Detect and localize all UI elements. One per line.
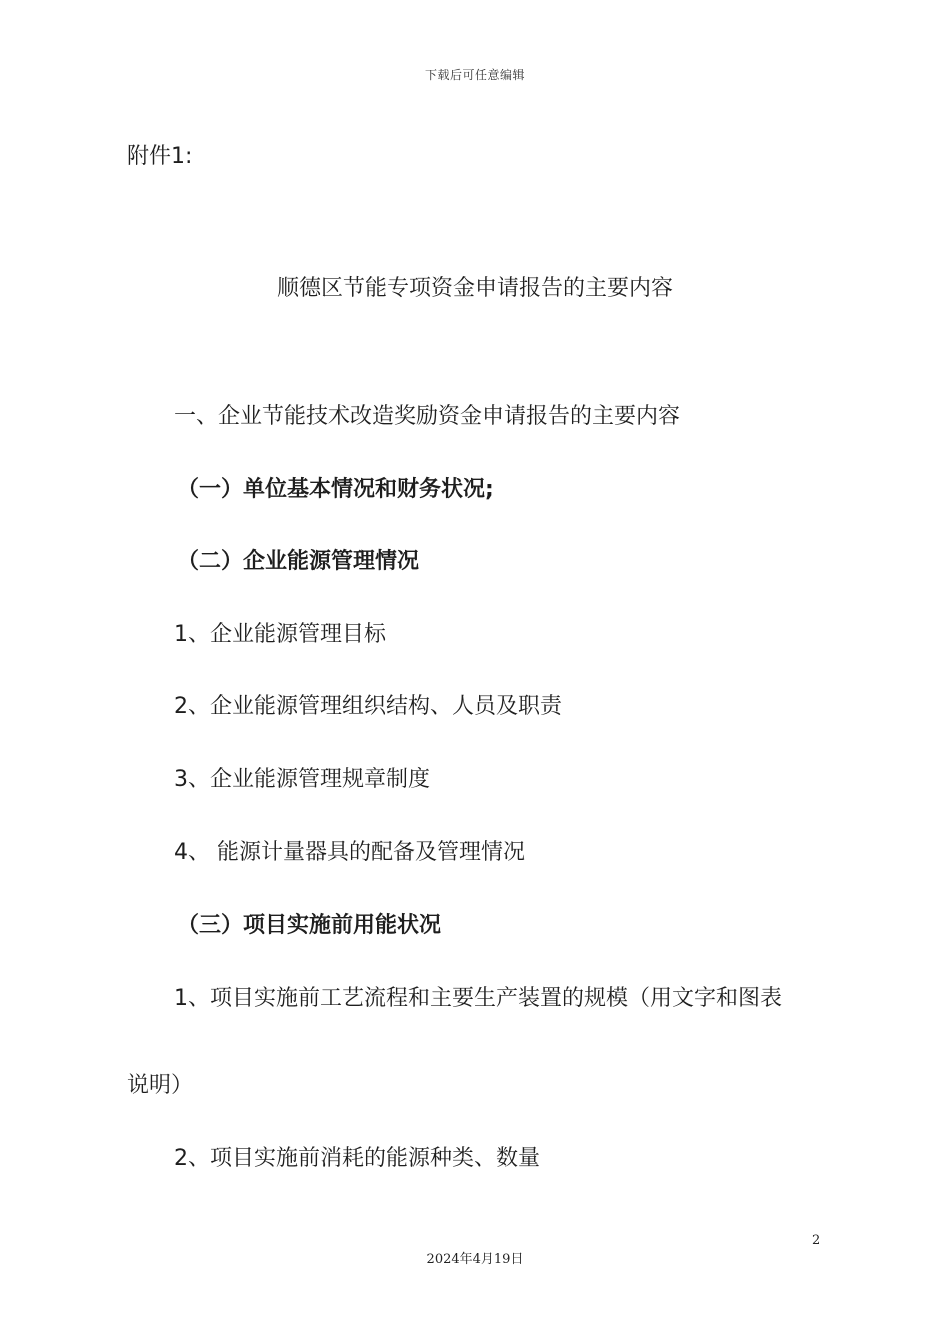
page-number: 2 bbox=[812, 1233, 821, 1248]
document-title bbox=[0, 274, 950, 304]
header-note: 下载后可任意编辑 bbox=[424, 68, 525, 82]
list-item: 1、项目实施前工艺流程和主要生产装置的规模（用文字和图表 bbox=[174, 986, 782, 1011]
document-title-text: 顺德区节能专项资金申请报告的主要内容 bbox=[276, 276, 673, 301]
subsection-heading-3: （三）项目实施前用能状况 bbox=[177, 913, 442, 938]
footer-date: 2024年4月19日 bbox=[426, 1252, 524, 1267]
attachment-label: 附件1: bbox=[127, 144, 193, 169]
subsection-heading-1: （一）单位基本情况和财务状况; bbox=[177, 477, 494, 502]
list-item: 3、企业能源管理规章制度 bbox=[174, 767, 430, 792]
subsection-heading-2: （二）企业能源管理情况 bbox=[177, 549, 420, 574]
section-heading-1: 一、企业节能技术改造奖励资金申请报告的主要内容 bbox=[174, 404, 681, 429]
list-item-continuation: 说明） bbox=[127, 1073, 194, 1098]
list-item: 1、企业能源管理目标 bbox=[174, 622, 386, 647]
list-item: 2、企业能源管理组织结构、人员及职责 bbox=[174, 694, 562, 719]
list-item: 4、 能源计量器具的配备及管理情况 bbox=[174, 840, 525, 865]
list-item: 2、项目实施前消耗的能源种类、数量 bbox=[174, 1146, 540, 1171]
